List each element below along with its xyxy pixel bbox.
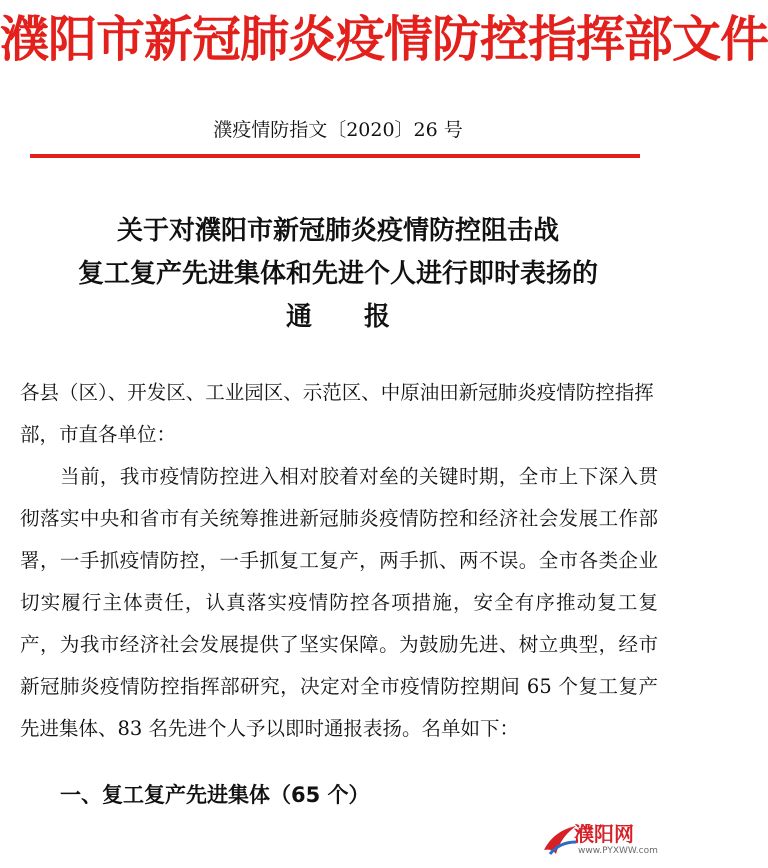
body-paragraph: 当前，我市疫情防控进入相对胶着对垒的关键时期，全市上下深入贯彻落实中央和省市有关统筹推进新冠肺炎疫情防控和经济社会发展工作部署，一手抓疫情防控，一手抓复工复产，两手抓、两不误。全市各类企业切实履行主体责任，认真落实疫情防控各项措施，安全有序推动复工复产，为我市经济社会发展提供了坚实保障。为鼓励先进、树立典型，经市新冠肺炎疫情防控指挥部研究，决定对全市疫情防控期间 65 个复工复产先进集体、83 名先进个人予以即时通报表扬。名单如下：	[20, 465, 658, 740]
document-body	[20, 372, 658, 750]
salutation: 各县（区）、开发区、工业园区、示范区、中原油田新冠肺炎疫情防控指挥部，市直各单位：	[20, 381, 654, 446]
document-header-title: 濮阳市新冠肺炎疫情防控指挥部文件	[0, 11, 768, 68]
title-line-2: 复工复产先进集体和先进个人进行即时表扬的	[77, 259, 598, 289]
watermark-url: www.PYXWW.com	[578, 846, 658, 856]
red-separator-line	[30, 154, 640, 158]
notice-title	[0, 210, 676, 339]
site-watermark	[540, 816, 670, 864]
document-number: 濮疫情防指文〔2020〕26 号	[213, 119, 463, 141]
watermark-text: 濮阳网	[574, 822, 634, 846]
section-heading: 一、复工复产先进集体（65 个）	[60, 783, 370, 807]
title-line-1: 关于对濮阳市新冠肺炎疫情防控阻击战	[116, 216, 559, 246]
title-line-3: 通报	[285, 302, 442, 332]
